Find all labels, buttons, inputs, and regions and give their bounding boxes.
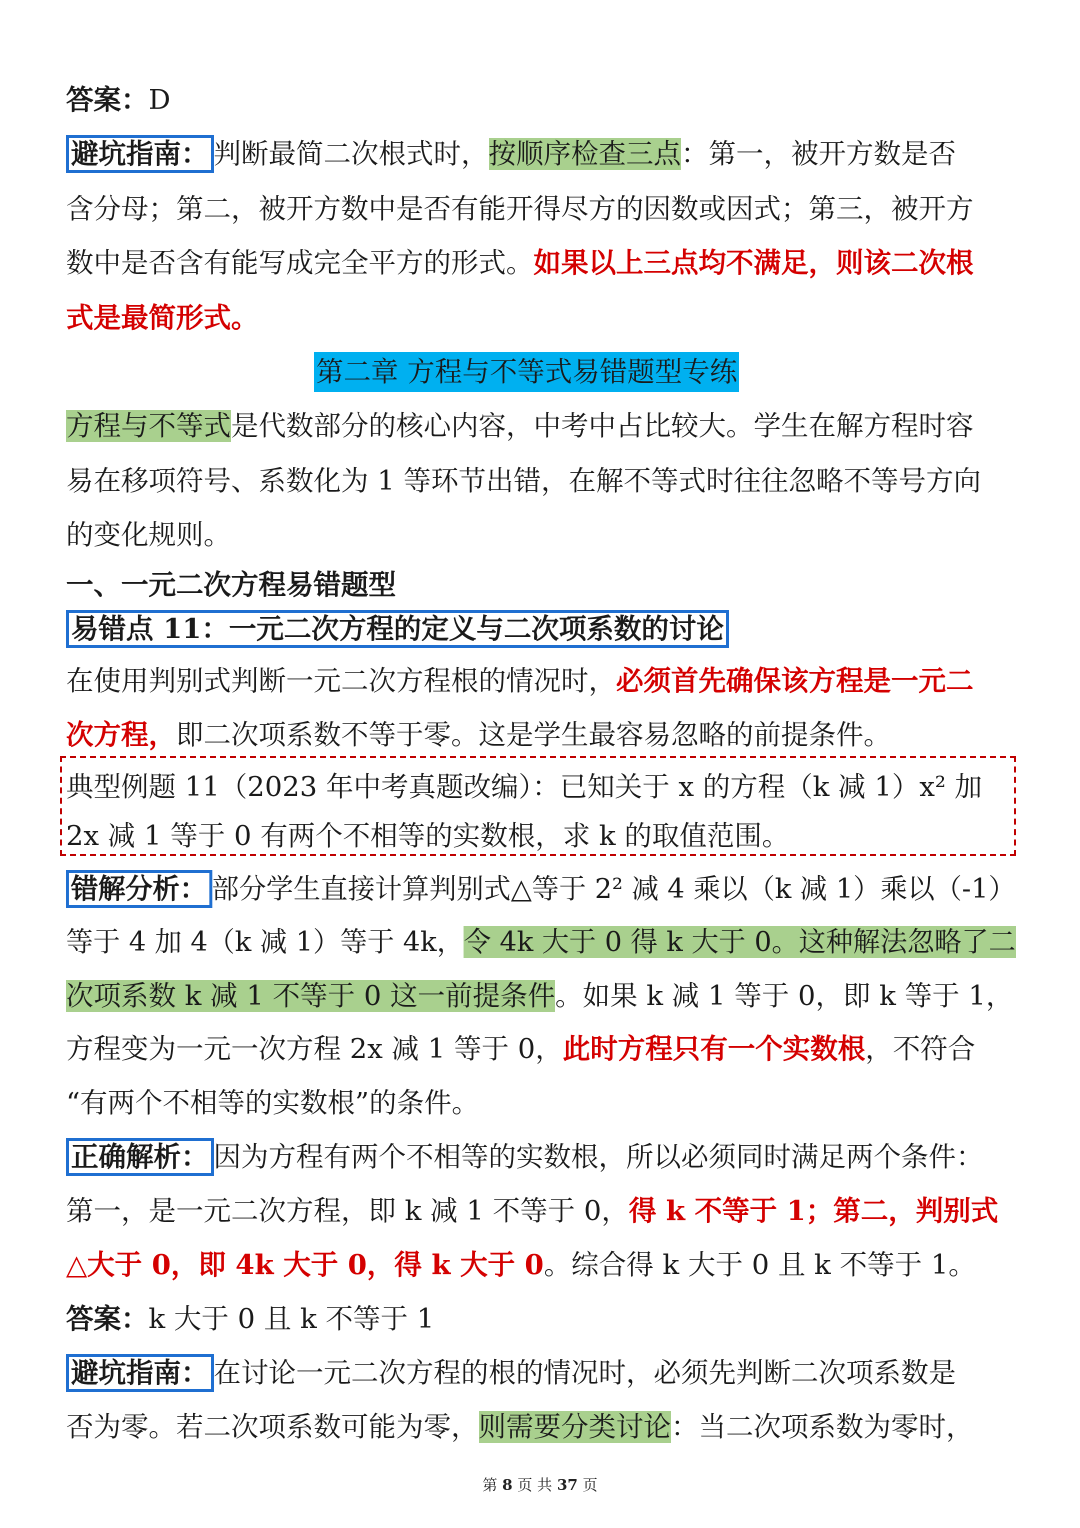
intro-line-3: 的变化规则。: [66, 519, 231, 551]
red-emphasis: △大于 0，即 4k 大于 0，得 k 大于 0: [66, 1249, 544, 1281]
highlight-span: 按顺序检查三点: [488, 138, 681, 170]
guide2-line-1: [66, 1353, 956, 1393]
page-total: 37: [556, 1476, 578, 1494]
footer-text: 页 共: [517, 1476, 553, 1494]
page-number: 8: [502, 1476, 513, 1494]
wrong-line-5: “有两个不相等的实数根”的条件。: [66, 1087, 480, 1119]
red-emphasis: 如果以上三点均不满足，则该二次根: [533, 247, 974, 279]
correct-line-1: [66, 1137, 984, 1177]
text-span: ，不符合: [865, 1033, 976, 1065]
intro-line-2: 易在移项符号、系数化为 1 等环节出错，在解不等式时往往忽略不等号方向: [66, 465, 981, 497]
text-span: 部分学生直接计算判别式△等于 2² 减 4 乘以（k 减 1）乘以（-1）: [211, 873, 1016, 905]
text-span: 判断最简二次根式时，: [213, 138, 489, 170]
example-line-1: 典型例题 11（2023 年中考真题改编）：已知关于 x 的方程（k 减 1）x² 加: [66, 771, 983, 803]
answer-label: 答案：: [66, 84, 149, 116]
chapter-title: 第二章 方程与不等式易错题型专练: [314, 352, 739, 392]
desc-line-2: [66, 715, 891, 755]
answer-value: D: [148, 84, 171, 116]
wrong-line-2: [66, 922, 1016, 962]
highlight-span: 次项系数 k 减 1 不等于 0 这一前提条件: [66, 980, 556, 1012]
footer-text: 第: [482, 1476, 498, 1494]
guide1-line-3: [66, 243, 974, 283]
answer-value: k 大于 0 且 k 不等于 1: [148, 1303, 435, 1335]
error-point-title: 易错点 11：一元二次方程的定义与二次项系数的讨论: [66, 610, 729, 648]
wrong-line-3: [66, 976, 1013, 1016]
red-emphasis: 必须首先确保该方程是一元二: [616, 665, 974, 697]
guide1-line-2: 含分母；第二，被开方数中是否有能开得尽方的因数或因式；第三，被开方: [66, 193, 974, 225]
error-point-line: [66, 609, 729, 649]
text-span: 因为方程有两个不相等的实数根，所以必须同时满足两个条件：: [213, 1141, 984, 1173]
answer-label: 答案：: [66, 1303, 149, 1335]
text-span: ：当二次项系数为零时，: [671, 1411, 974, 1443]
text-span: ：第一，被开方数是否: [681, 138, 956, 170]
guide2-line-2: [66, 1407, 974, 1447]
answer-line-1: [66, 80, 171, 120]
wrong-line-1: [66, 869, 1016, 909]
wrong-line-4: [66, 1029, 975, 1069]
highlight-span: 则需要分类讨论: [478, 1411, 671, 1443]
text-span: 等于 4 加 4（k 减 1）等于 4k，: [66, 926, 464, 958]
text-span: 。综合得 k 大于 0 且 k 不等于 1。: [543, 1249, 976, 1281]
correct-line-3: [66, 1245, 976, 1285]
red-emphasis: 此时方程只有一个实数根: [562, 1033, 866, 1065]
text-span: 在讨论一元二次方程的根的情况时，必须先判断二次项系数是: [213, 1357, 956, 1389]
text-span: 是代数部分的核心内容，中考中占比较大。学生在解方程时容: [231, 410, 974, 442]
text-span: 方程变为一元一次方程 2x 减 1 等于 0，: [66, 1033, 563, 1065]
correct-line-2: [66, 1191, 998, 1231]
highlight-span: 令 4k 大于 0 得 k 大于 0。这种解法忽略了二: [463, 926, 1016, 958]
guide-label-box: 避坑指南：: [66, 135, 214, 173]
guide1-line-4: [66, 298, 259, 338]
desc-line-1: [66, 661, 974, 701]
intro-line-1: [66, 406, 974, 446]
text-span: 。如果 k 减 1 等于 0，即 k 等于 1，: [555, 980, 1014, 1012]
red-emphasis: 得 k 不等于 1；第二，判别式: [628, 1195, 999, 1227]
answer-line-2: [66, 1299, 434, 1339]
text-span: 数中是否含有能写成完全平方的形式。: [66, 247, 534, 279]
text-span: 第一，是一元二次方程，即 k 减 1 不等于 0，: [66, 1195, 629, 1227]
highlight-span: 方程与不等式: [66, 410, 231, 442]
text-span: 否为零。若二次项系数可能为零，: [66, 1411, 479, 1443]
correct-label-box: 正确解析：: [66, 1138, 214, 1176]
footer-text: 页: [582, 1476, 598, 1494]
guide1-line-1: [66, 134, 956, 174]
wrong-label-box: 错解分析：: [66, 870, 212, 908]
section-heading: 一、一元二次方程易错题型: [66, 569, 396, 601]
guide-label-box: 避坑指南：: [66, 1354, 214, 1392]
red-emphasis: 次方程，: [66, 719, 176, 751]
text-span: 在使用判别式判断一元二次方程根的情况时，: [66, 665, 616, 697]
red-emphasis: 式是最简形式。: [66, 302, 259, 334]
page-footer: [0, 1474, 1080, 1495]
text-span: 即二次项系数不等于零。这是学生最容易忽略的前提条件。: [176, 719, 891, 751]
example-line-2: 2x 减 1 等于 0 有两个不相等的实数根，求 k 的取值范围。: [66, 820, 790, 852]
